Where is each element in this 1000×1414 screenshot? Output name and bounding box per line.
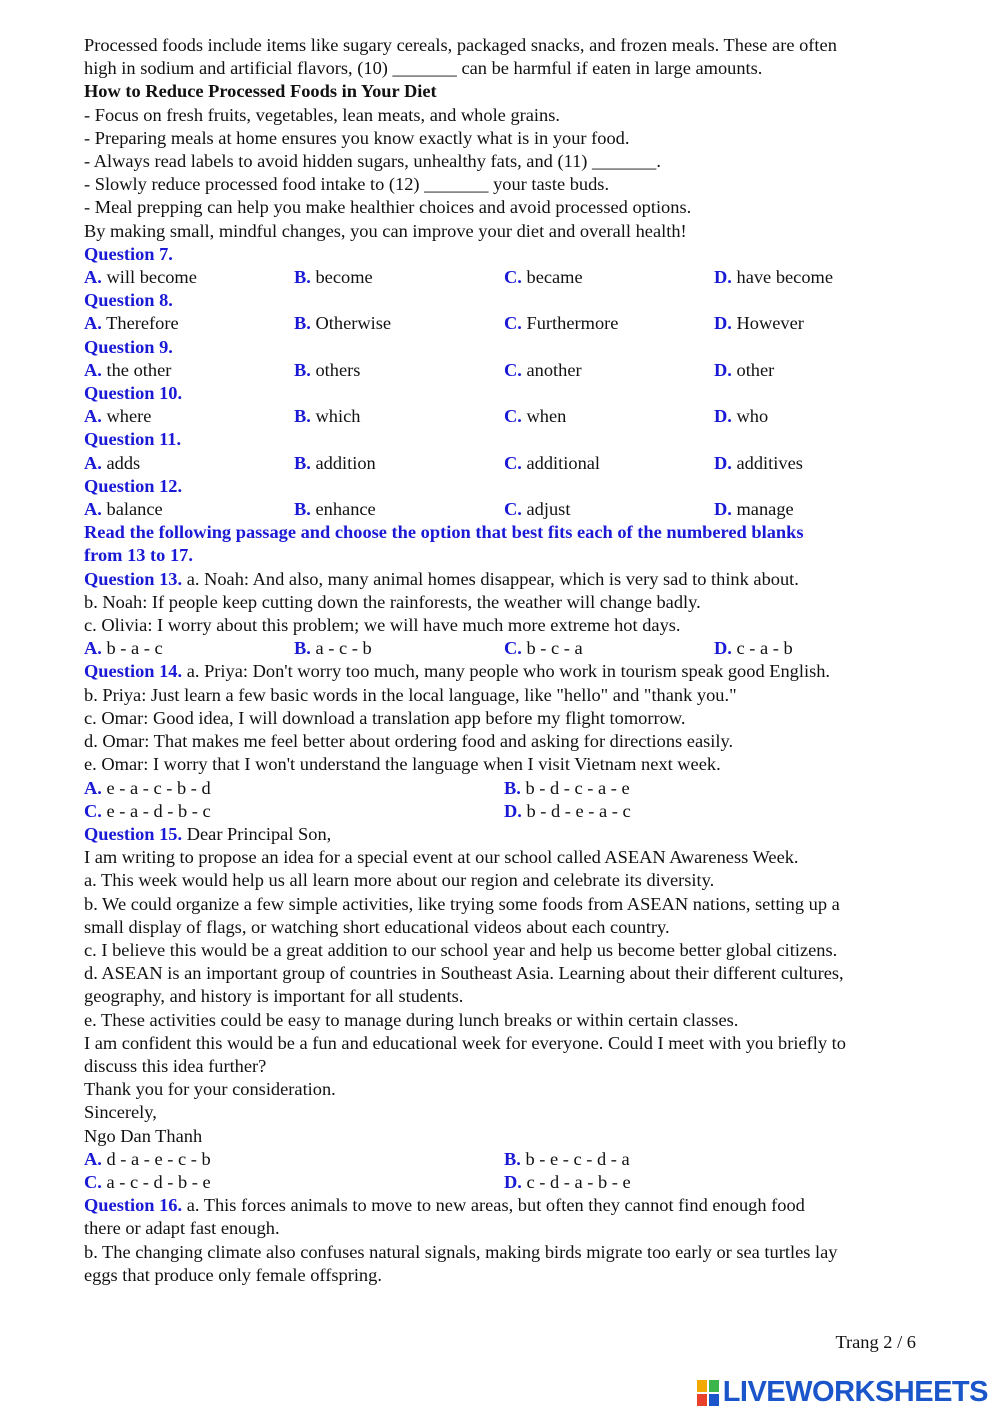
option-a[interactable]: A. adds: [84, 452, 141, 473]
option-d[interactable]: D. manage: [714, 499, 794, 520]
question-15-title: Question 15.: [84, 823, 183, 844]
letter-line: c. I believe this would be a great addition to our school year and help us become better global citizens.: [84, 939, 838, 960]
option-c[interactable]: C. a - c - d - b - e: [84, 1171, 211, 1192]
option-c[interactable]: C. e - a - d - b - c: [84, 800, 211, 821]
worksheet-page: [84, 34, 924, 1287]
question-9-options: [84, 359, 924, 382]
passage-line: high in sodium and artificial flavors, (10) _______ can be harmful if eaten in large amounts.: [84, 58, 763, 79]
question-16-line: there or adapt fast enough.: [84, 1218, 280, 1239]
question-12-title: Question 12.: [84, 475, 183, 496]
option-c[interactable]: C. another: [504, 359, 582, 380]
question-14-line: b. Priya: Just learn a few basic words in the local language, like "hello" and "thank you.": [84, 684, 737, 705]
section-instruction: Read the following passage and choose the option that best fits each of the numbered blanks: [84, 522, 804, 543]
option-b[interactable]: B. which: [294, 406, 361, 427]
liveworksheets-logo: [697, 1376, 988, 1409]
question-16-line: eggs that produce only female offspring.: [84, 1264, 382, 1285]
letter-line: Thank you for your consideration.: [84, 1079, 336, 1100]
question-12-options: [84, 498, 924, 521]
option-b[interactable]: B. b - e - c - d - a: [504, 1148, 630, 1169]
letter-line: I am writing to propose an idea for a special event at our school called ASEAN Awareness Week.: [84, 847, 799, 868]
tip-line: - Meal prepping can help you make healthier choices and avoid processed options.: [84, 197, 692, 218]
option-c[interactable]: C. became: [504, 267, 583, 288]
question-11-options: [84, 452, 924, 475]
option-a[interactable]: A. b - a - c: [84, 638, 163, 659]
tip-line: - Focus on fresh fruits, vegetables, lean meats, and whole grains.: [84, 104, 560, 125]
liveworksheets-logo-icon: [697, 1380, 719, 1406]
tip-line: - Preparing meals at home ensures you know exactly what is in your food.: [84, 127, 630, 148]
tip-line: - Always read labels to avoid hidden sugars, unhealthy fats, and (11) _______.: [84, 151, 661, 172]
question-14-options: [84, 800, 924, 823]
question-13-line: c. Olivia: I worry about this problem; we will have much more extreme hot days.: [84, 615, 681, 636]
question-14-line: e. Omar: I worry that I won't understand the language when I visit Vietnam next week.: [84, 754, 721, 775]
option-b[interactable]: B. others: [294, 359, 361, 380]
option-a[interactable]: A. balance: [84, 499, 163, 520]
option-d[interactable]: D. have become: [714, 267, 833, 288]
question-7-options: [84, 266, 924, 289]
option-a[interactable]: A. d - a - e - c - b: [84, 1148, 211, 1169]
option-a[interactable]: A. e - a - c - b - d: [84, 777, 211, 798]
option-b[interactable]: B. become: [294, 267, 373, 288]
option-a[interactable]: A. Therefore: [84, 313, 179, 334]
question-16-title: Question 16.: [84, 1195, 183, 1216]
question-14-line: Question 14. a. Priya: Don't worry too much, many people who work in tourism speak good English.: [84, 661, 831, 682]
question-13-options: [84, 637, 924, 660]
option-b[interactable]: B. a - c - b: [294, 638, 372, 659]
passage-line: Processed foods include items like sugary cereals, packaged snacks, and frozen meals. These are often: [84, 35, 837, 55]
question-14-title: Question 14.: [84, 661, 183, 682]
question-15-options: [84, 1148, 924, 1171]
option-c[interactable]: C. additional: [504, 452, 601, 473]
section-instruction: from 13 to 17.: [84, 545, 193, 566]
option-d[interactable]: D. additives: [714, 452, 803, 473]
option-d[interactable]: D. c - d - a - b - e: [504, 1171, 631, 1192]
letter-signature: Ngo Dan Thanh: [84, 1125, 203, 1146]
letter-line: a. This week would help us all learn more about our region and celebrate its diversity.: [84, 870, 715, 891]
option-b[interactable]: B. enhance: [294, 499, 376, 520]
question-7-title: Question 7.: [84, 243, 173, 264]
letter-line: small display of flags, or watching short educational videos about each country.: [84, 916, 670, 937]
question-14-line: d. Omar: That makes me feel better about ordering food and asking for directions easily.: [84, 731, 734, 752]
option-b[interactable]: B. addition: [294, 452, 376, 473]
option-d[interactable]: D. c - a - b: [714, 638, 793, 659]
letter-line: b. We could organize a few simple activities, like trying some foods from ASEAN nations, setting up a: [84, 893, 840, 914]
letter-line: Sincerely,: [84, 1102, 157, 1123]
option-c[interactable]: C. Furthermore: [504, 313, 619, 334]
letter-line: I am confident this would be a fun and educational week for everyone. Could I meet with you briefly to: [84, 1032, 846, 1053]
letter-line: discuss this idea further?: [84, 1055, 267, 1076]
question-10-title: Question 10.: [84, 383, 183, 404]
question-11-title: Question 11.: [84, 429, 182, 450]
passage-closing: By making small, mindful changes, you can improve your diet and overall health!: [84, 220, 687, 241]
tip-line: - Slowly reduce processed food intake to (12) _______ your taste buds.: [84, 174, 610, 195]
page-number: Trang 2 / 6: [835, 1332, 916, 1352]
option-b[interactable]: B. b - d - c - a - e: [504, 777, 630, 798]
option-c[interactable]: C. when: [504, 406, 567, 427]
question-15-line: Question 15. Dear Principal Son,: [84, 823, 332, 844]
option-a[interactable]: A. the other: [84, 359, 172, 380]
question-16-line: b. The changing climate also confuses natural signals, making birds migrate too early or sea turtles lay: [84, 1241, 838, 1262]
question-15-options: [84, 1171, 924, 1194]
question-16-line: Question 16. a. This forces animals to move to new areas, but often they cannot find enough food: [84, 1195, 805, 1216]
letter-line: geography, and history is important for all students.: [84, 986, 464, 1007]
question-13-line: b. Noah: If people keep cutting down the rainforests, the weather will change badly.: [84, 591, 701, 612]
option-d[interactable]: D. However: [714, 313, 804, 334]
question-8-options: [84, 312, 924, 335]
question-14-options: [84, 777, 924, 800]
question-13-title: Question 13.: [84, 568, 183, 589]
option-c[interactable]: C. b - c - a: [504, 638, 583, 659]
question-10-options: [84, 405, 924, 428]
letter-line: d. ASEAN is an important group of countries in Southeast Asia. Learning about their different cultures,: [84, 963, 844, 984]
question-9-title: Question 9.: [84, 336, 173, 357]
letter-line: e. These activities could be easy to manage during lunch breaks or within certain classes.: [84, 1009, 739, 1030]
option-a[interactable]: A. where: [84, 406, 152, 427]
option-b[interactable]: B. Otherwise: [294, 313, 392, 334]
option-d[interactable]: D. b - d - e - a - c: [504, 800, 631, 821]
question-13-line: Question 13. a. Noah: And also, many animal homes disappear, which is very sad to think about.: [84, 568, 799, 589]
brand-name: LIVEWORKSHEETS: [722, 1376, 988, 1408]
question-8-title: Question 8.: [84, 290, 173, 311]
option-d[interactable]: D. other: [714, 359, 775, 380]
passage-heading: How to Reduce Processed Foods in Your Diet: [84, 81, 437, 102]
option-a[interactable]: A. will become: [84, 267, 197, 288]
question-14-line: c. Omar: Good idea, I will download a translation app before my flight tomorrow.: [84, 707, 686, 728]
option-c[interactable]: C. adjust: [504, 499, 571, 520]
option-d[interactable]: D. who: [714, 406, 769, 427]
